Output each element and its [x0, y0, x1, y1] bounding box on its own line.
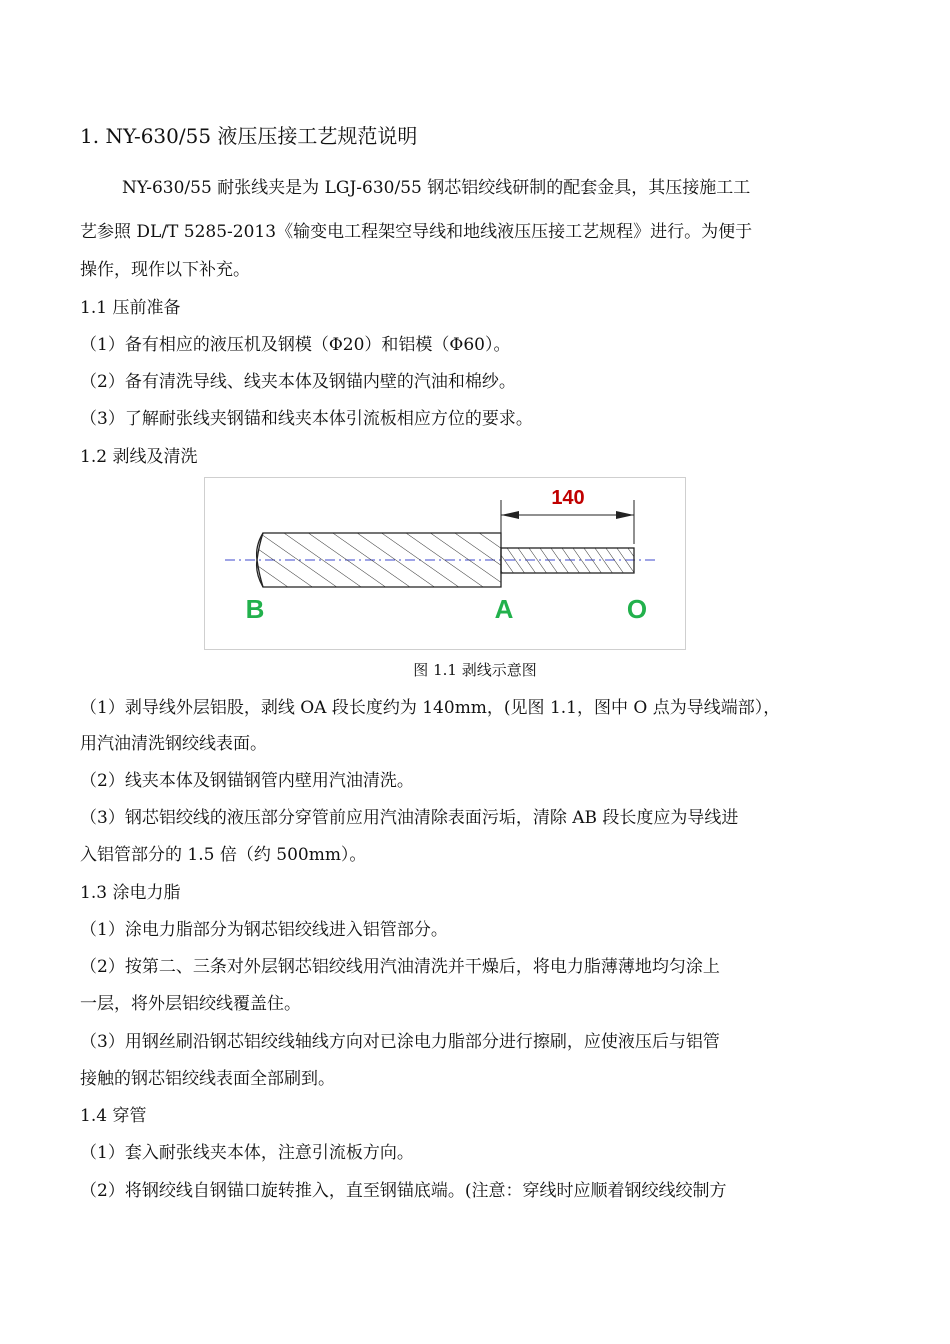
list-item: （2）线夹本体及钢锚钢管内壁用汽油清洗。	[80, 771, 414, 791]
section-1-1-title: 1.1 压前准备	[80, 298, 181, 318]
conductor-body	[257, 533, 501, 587]
intro-line-2: 艺参照 DL/T 5285-2013《输变电工程架空导线和地线液压压接工艺规程》进行。为便于	[80, 222, 753, 242]
list-item-continued: 一层，将外层铝绞线覆盖住。	[80, 994, 301, 1014]
list-item: （1）套入耐张线夹本体，注意引流板方向。	[80, 1143, 414, 1163]
list-item-continued: 入铝管部分的 1.5 倍（约 500mm）。	[80, 845, 367, 865]
list-item: （3）钢芯铝绞线的液压部分穿管前应用汽油清除表面污垢，清除 AB 段长度应为导线进	[80, 808, 739, 828]
figure-caption: 图 1.1 剥线示意图	[413, 661, 537, 679]
section-1-4-title: 1.4 穿管	[80, 1106, 147, 1126]
stripping-diagram	[204, 477, 686, 650]
point-a-label: A	[494, 594, 514, 624]
list-item: （3）了解耐张线夹钢锚和线夹本体引流板相应方位的要求。	[80, 409, 533, 429]
list-item-continued: 用汽油清洗钢绞线表面。	[80, 734, 267, 754]
list-item: （1）备有相应的液压机及钢模（Φ20）和铝模（Φ60）。	[80, 335, 511, 355]
list-item: （1）涂电力脂部分为钢芯铝绞线进入铝管部分。	[80, 920, 448, 940]
section-1-2-title: 1.2 剥线及清洗	[80, 447, 198, 467]
list-item: （3）用钢丝刷沿钢芯铝绞线轴线方向对已涂电力脂部分进行擦刷，应使液压后与铝管	[80, 1032, 720, 1052]
steel-core	[501, 548, 634, 573]
point-b-label: B	[245, 594, 265, 624]
intro-line-1: NY-630/55 耐张线夹是为 LGJ-630/55 钢芯铝绞线研制的配套金具，其压接施工工	[122, 178, 751, 198]
point-o-label: O	[626, 594, 648, 624]
section-1-3-title: 1.3 涂电力脂	[80, 883, 181, 903]
dimension-label: 140	[551, 487, 585, 509]
page-title: 1. NY-630/55 液压压接工艺规范说明	[80, 124, 418, 148]
list-item-continued: 接触的钢芯铝绞线表面全部刷到。	[80, 1069, 335, 1089]
list-item: （1）剥导线外层铝股，剥线 OA 段长度约为 140mm，(见图 1.1，图中 O 点为导线端部），	[80, 698, 781, 718]
list-item: （2）备有清洗导线、线夹本体及钢锚内壁的汽油和棉纱。	[80, 372, 516, 392]
list-item: （2）将钢绞线自钢锚口旋转推入，直至钢锚底端。(注意：穿线时应顺着钢绞线绞制方	[80, 1181, 727, 1201]
list-item: （2）按第二、三条对外层钢芯铝绞线用汽油清洗并干燥后，将电力脂薄薄地均匀涂上	[80, 957, 720, 977]
intro-line-3: 操作，现作以下补充。	[80, 260, 250, 280]
